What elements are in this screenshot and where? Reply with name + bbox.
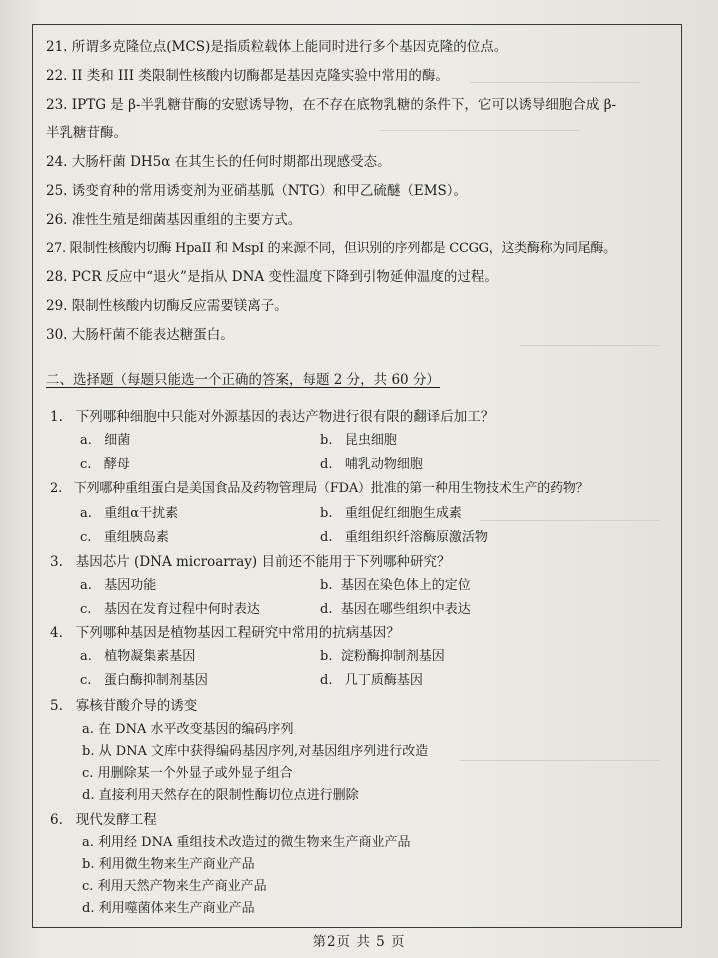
q4-option-c: c. 蛋白酶抑制剂基因 <box>80 673 208 688</box>
question-5: 5. 寡核苷酸介导的诱变 <box>50 698 198 714</box>
q6-option-b: b. 利用微生物来生产商业产品 <box>82 857 255 872</box>
q3-option-d: d. 基因在哪些组织中表达 <box>320 602 471 617</box>
judgment-item-24: 24. 大肠杆菌 DH5α 在其生长的任何时期都出现感受态。 <box>46 154 391 170</box>
judgment-item-30: 30. 大肠杆菌不能表达糖蛋白。 <box>46 327 234 343</box>
judgment-item-23-cont: 半乳糖苷酶。 <box>46 125 127 141</box>
question-6: 6. 现代发酵工程 <box>50 812 157 828</box>
judgment-item-21: 21. 所谓多克隆位点(MCS)是指质粒载体上能同时进行多个基因克隆的位点。 <box>46 39 508 55</box>
q2-option-d: d. 重组组织纤溶酶原激活物 <box>320 530 488 545</box>
q1-option-d: d. 哺乳动物细胞 <box>320 457 423 472</box>
q5-option-d: d. 直接利用天然存在的限制性酶切位点进行删除 <box>82 788 359 803</box>
q5-option-b: b. 从 DNA 文库中获得编码基因序列,对基因组序列进行改造 <box>82 744 429 759</box>
question-4: 4. 下列哪种基因是植物基因工程研究中常用的抗病基因？ <box>50 625 400 641</box>
q4-option-a: a. 植物凝集素基因 <box>80 649 196 664</box>
q6-option-c: c. 利用天然产物来生产商业产品 <box>82 879 267 894</box>
q2-option-b: b. 重组促红细胞生成素 <box>320 506 462 521</box>
judgment-item-27: 27. 限制性核酸内切酶 HpaII 和 MspI 的来源不同，但识别的序列都是 CCGG，这类酶称为同尾酶。 <box>46 241 616 256</box>
judgment-item-28: 28. PCR 反应中“退火”是指从 DNA 变性温度下降到引物延伸温度的过程。 <box>46 269 498 285</box>
q2-option-a: a. 重组α干扰素 <box>80 506 179 521</box>
q1-option-b: b. 昆虫细胞 <box>320 433 397 448</box>
q4-option-b: b. 淀粉酶抑制剂基因 <box>320 649 445 664</box>
question-1: 1. 下列哪种细胞中只能对外源基因的表达产物进行很有限的翻译后加工？ <box>50 409 495 425</box>
judgment-item-26: 26. 准性生殖是细菌基因重组的主要方式。 <box>46 212 302 228</box>
q1-option-a: a. 细菌 <box>80 433 131 448</box>
section-2-title: 二、选择题（每题只能选一个正确的答案，每题 2 分，共 60 分） <box>46 372 440 388</box>
judgment-item-22: 22. II 类和 III 类限制性核酸内切酶都是基因克隆实验中常用的酶。 <box>46 68 449 84</box>
q3-option-b: b. 基因在染色体上的定位 <box>320 578 471 593</box>
question-2: 2. 下列哪种重组蛋白是美国食品及药物管理局（FDA）批准的第一种用生物技术生产的药物？ <box>50 481 589 496</box>
q5-option-c: c. 用删除某一个外显子或外显子组合 <box>82 766 293 781</box>
q2-option-c: c. 重组胰岛素 <box>80 530 169 545</box>
q6-option-d: d. 利用噬菌体来生产商业产品 <box>82 901 255 916</box>
q3-option-a: a. 基因功能 <box>80 578 157 593</box>
judgment-item-29: 29. 限制性核酸内切酶反应需要镁离子。 <box>46 298 288 314</box>
page-number: 第2页 共 5 页 <box>312 934 406 950</box>
q6-option-a: a. 利用经 DNA 重组技术改造过的微生物来生产商业产品 <box>82 835 411 850</box>
q1-option-c: c. 酵母 <box>80 457 130 472</box>
q3-option-c: c. 基因在发育过程中何时表达 <box>80 602 260 617</box>
q4-option-d: d. 几丁质酶基因 <box>320 673 423 688</box>
judgment-item-23: 23. IPTG 是 β-半乳糖苷酶的安慰诱导物，在不存在底物乳糖的条件下，它可以诱导细胞合成 β- <box>46 97 617 113</box>
question-3: 3. 基因芯片 (DNA microarray) 目前还不能用于下列哪种研究？ <box>50 554 451 570</box>
judgment-item-25: 25. 诱变育种的常用诱变剂为亚硝基胍（NTG）和甲乙硫醚（EMS）。 <box>46 183 468 199</box>
q5-option-a: a. 在 DNA 水平改变基因的编码序列 <box>82 722 294 737</box>
